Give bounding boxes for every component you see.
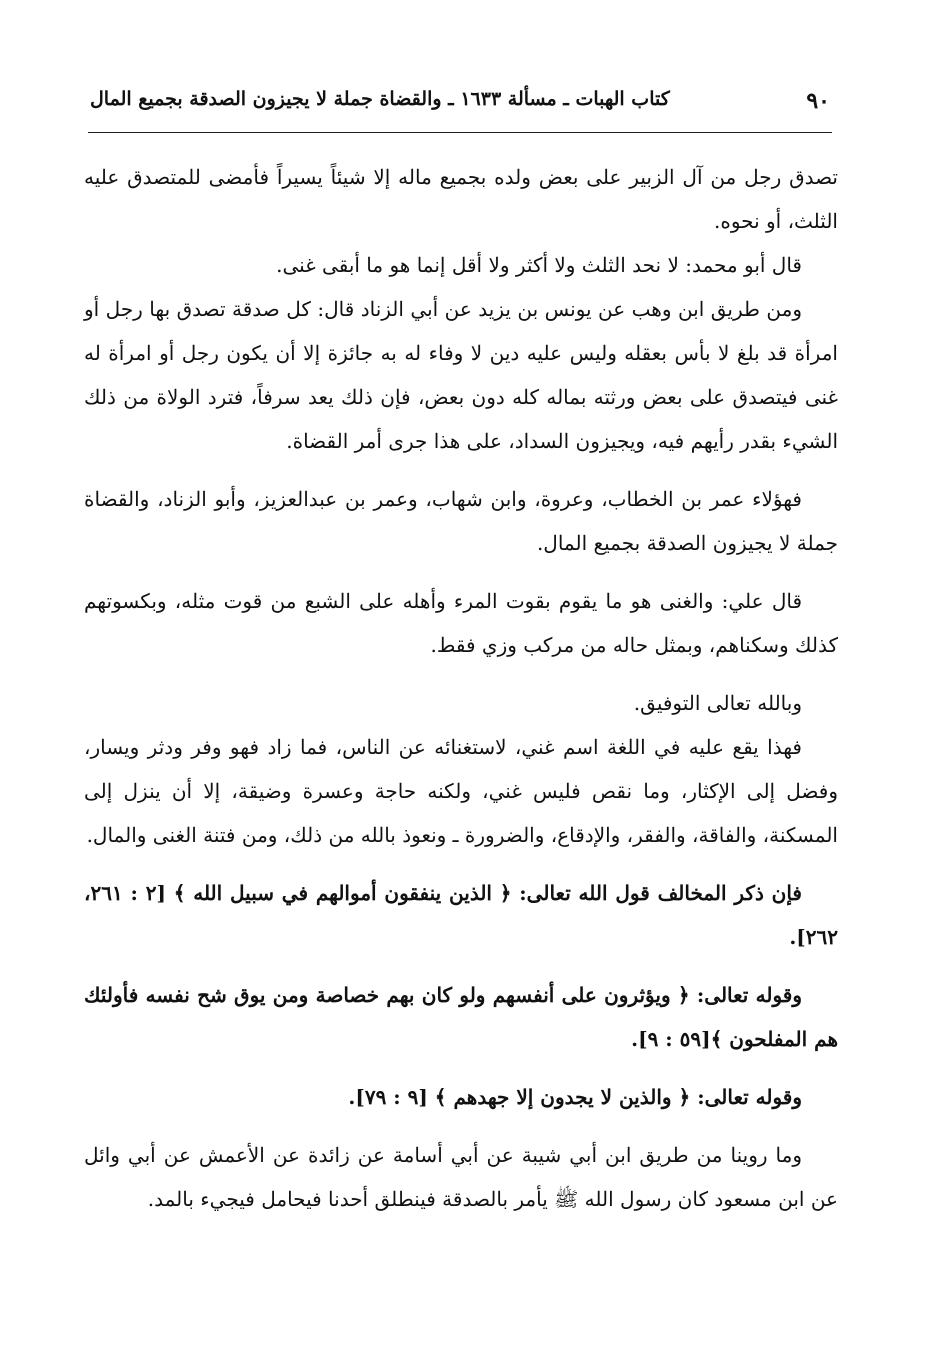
paragraph-abu-muhammad: قال أبو محمد: لا نحد الثلث ولا أكثر ولا أقل إنما هو ما أبقى غنى. bbox=[276, 253, 802, 277]
paragraph-hadith-narration: وما روينا من طريق ابن أبي شيبة عن أبي أسامة عن زائدة عن الأعمش عن أبي وائل عن ابن مسعود كان رسول الله ﷺ يأمر بالصدقة فينطلق أحدنا فيحامل فيجيء بالمد. bbox=[84, 1143, 838, 1211]
paragraph-ibn-wahb-narration: ومن طريق ابن وهب عن يونس بن يزيد عن أبي الزناد قال: كل صدقة تصدق بها رجل أو امرأة قد بلغ لا بأس بعقله وليس عليه دين لا وفاء له به جائزة إلا أن يكون رجل أو امرأة له غنى فيتصدق على بعض ورثته بماله كله دون بعض، فإن ذلك يعد سرفاً، فترد الولاة من ذلك الشيء بقدر رأيهم فيه، ويجيزون السداد، على هذا جرى أمر القضاة. bbox=[84, 297, 838, 453]
running-title: كتاب الهبات ـ مسألة ١٦٣٣ ـ والقضاة جملة لا يجيزون الصدقة بجميع المال bbox=[90, 88, 670, 110]
header-divider bbox=[88, 132, 832, 133]
paragraph-quran-verse-3: وقوله تعالى: ﴿ والذين لا يجدون إلا جهدهم ﴾ [٩ : ٧٩]. bbox=[348, 1085, 802, 1109]
body-text bbox=[84, 155, 838, 1235]
page-header bbox=[90, 82, 830, 122]
paragraph-list-of-scholars: فهؤلاء عمر بن الخطاب، وعروة، وابن شهاب، وعمر بن عبدالعزيز، وأبو الزناد، والقضاة جملة لا يجيزون الصدقة بجميع المال. bbox=[84, 487, 838, 555]
paragraph-tawfiq: وبالله تعالى التوفيق. bbox=[633, 691, 802, 715]
paragraph-definition-of-wealth: قال علي: والغنى هو ما يقوم بقوت المرء وأهله على الشبع من قوت مثله، وبكسوتهم كذلك وسكناهم، وبمثل حاله من مركب وزي فقط. bbox=[84, 589, 838, 657]
paragraph-quran-verse-2: وقوله تعالى: ﴿ ويؤثرون على أنفسهم ولو كان بهم خصاصة ومن يوق شح نفسه فأولئك هم المفلحون ﴾[٥٩ : ٩]. bbox=[84, 983, 838, 1051]
paragraph-continuation: تصدق رجل من آل الزبير على بعض ولده بجميع ماله إلا شيئاً يسيراً فأمضى للمتصدق عليه الثلث، أو نحوه. bbox=[84, 165, 838, 233]
page-number: ٩٠ bbox=[806, 88, 830, 114]
paragraph-language-meaning: فهذا يقع عليه في اللغة اسم غني، لاستغنائه عن الناس، فما زاد فهو وفر ودثر ويسار، وفضل إلى الإكثار، وما نقص فليس غني، ولكنه حاجة وعسرة وضيقة، إلا أن ينزل إلى المسكنة، والفاقة، والفقر، والإدقاع، والضرورة ـ ونعوذ بالله من ذلك، ومن فتنة الغنى والمال. bbox=[84, 735, 838, 847]
paragraph-quran-verse-1: فإن ذكر المخالف قول الله تعالى: ﴿ الذين ينفقون أموالهم في سبيل الله ﴾ [٢ : ٢٦١، ٢٦٢]. bbox=[84, 881, 838, 949]
